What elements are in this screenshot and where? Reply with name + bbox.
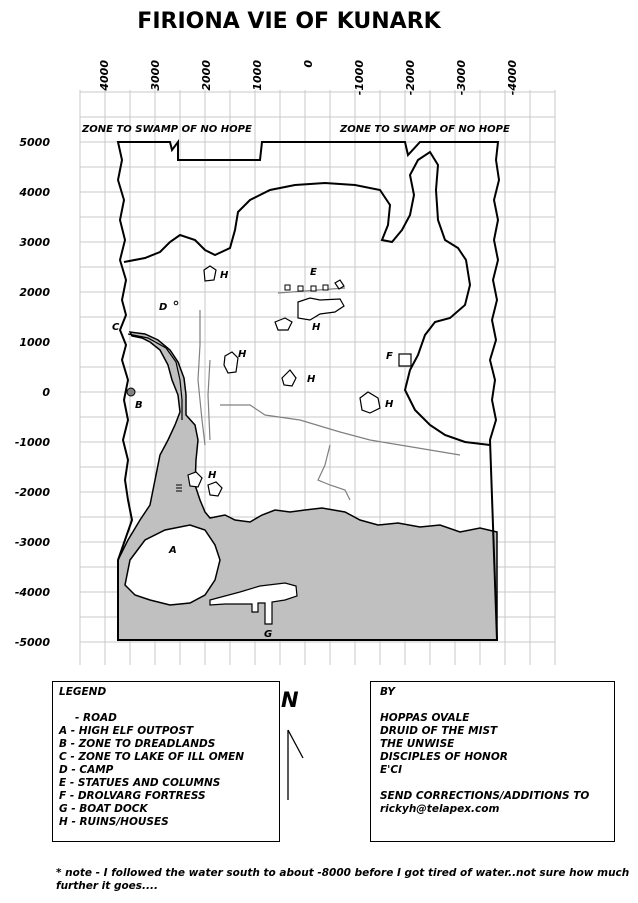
dreadlands-zone-marker	[127, 388, 135, 396]
y-tick-label: -4000	[14, 586, 50, 599]
y-tick-label: 5000	[19, 136, 50, 149]
legend-item: D - CAMP	[59, 764, 114, 776]
credit-name: E'CI	[380, 764, 402, 776]
x-axis-ticks	[98, 60, 519, 96]
x-tick-label: -3000	[455, 60, 468, 96]
legend-box	[52, 681, 280, 842]
camp-marker	[174, 301, 178, 305]
y-tick-label: 3000	[19, 236, 50, 249]
y-tick-label: -3000	[14, 536, 50, 549]
legend-item: C - ZONE TO LAKE OF ILL OMEN	[59, 751, 245, 763]
legend-item: G - BOAT DOCK	[59, 803, 148, 815]
marker-h: H	[385, 399, 394, 410]
y-axis-ticks	[15, 136, 51, 649]
map-title: FIRIONA VIE OF KUNARK	[137, 9, 441, 34]
marker-h: H	[307, 374, 316, 385]
credits-heading: BY	[380, 686, 396, 698]
y-tick-label: 4000	[19, 186, 50, 199]
credits-box	[370, 681, 615, 842]
x-tick-label: -1000	[353, 60, 366, 96]
marker-c: C	[112, 322, 120, 333]
marker-g: G	[264, 629, 273, 640]
x-tick-label: -4000	[506, 60, 519, 96]
credits-email[interactable]: rickyh@telapex.com	[380, 803, 500, 815]
marker-h: H	[312, 322, 321, 333]
roads	[198, 288, 460, 500]
x-tick-label: 1000	[251, 60, 264, 91]
north-arrow	[288, 730, 303, 800]
y-tick-label: 0	[42, 386, 50, 399]
x-tick-label: 2000	[200, 60, 213, 91]
legend-item: F - DROLVARG FORTRESS	[59, 790, 206, 802]
legend-item: E - STATUES AND COLUMNS	[59, 777, 221, 789]
legend-item: A - HIGH ELF OUTPOST	[59, 725, 194, 737]
legend-item: B - ZONE TO DREADLANDS	[59, 738, 216, 750]
legend-item: H - RUINS/HOUSES	[59, 816, 169, 828]
north-label: N	[281, 688, 299, 712]
marker-h: H	[238, 349, 247, 360]
credit-name: THE UNWISE	[380, 738, 455, 750]
credit-name: DISCIPLES OF HONOR	[380, 751, 508, 763]
marker-a: A	[169, 545, 177, 556]
y-tick-label: -5000	[14, 636, 50, 649]
x-tick-label: -2000	[404, 60, 417, 96]
marker-h: H	[208, 470, 217, 481]
y-tick-label: 2000	[19, 286, 50, 299]
marker-f: F	[386, 351, 393, 362]
footer-note: * note - I followed the water south to about -8000 before I got tired of water..not sure how much further it goes....	[56, 867, 630, 892]
y-tick-label: -1000	[14, 436, 50, 449]
marker-h: H	[220, 270, 229, 281]
credit-name: DRUID OF THE MIST	[380, 725, 498, 737]
x-tick-label: 3000	[149, 60, 162, 91]
x-tick-label: 0	[302, 60, 315, 68]
zone-label-north-east: ZONE TO SWAMP OF NO HOPE	[340, 124, 510, 135]
marker-d: D	[159, 302, 168, 313]
credit-name: HOPPAS OVALE	[380, 712, 470, 724]
y-tick-label: 1000	[19, 336, 50, 349]
marker-e: E	[310, 267, 317, 278]
credits-contact: SEND CORRECTIONS/ADDITIONS TO	[380, 790, 590, 802]
x-tick-label: 4000	[98, 60, 111, 91]
zone-label-north-west: ZONE TO SWAMP OF NO HOPE	[82, 124, 252, 135]
marker-b: B	[135, 400, 143, 411]
y-tick-label: -2000	[14, 486, 50, 499]
drolvarg-fortress-marker	[399, 354, 411, 366]
ruins-shapes	[188, 266, 380, 496]
legend-heading: LEGEND	[59, 686, 107, 698]
legend-road: - ROAD	[75, 712, 117, 724]
